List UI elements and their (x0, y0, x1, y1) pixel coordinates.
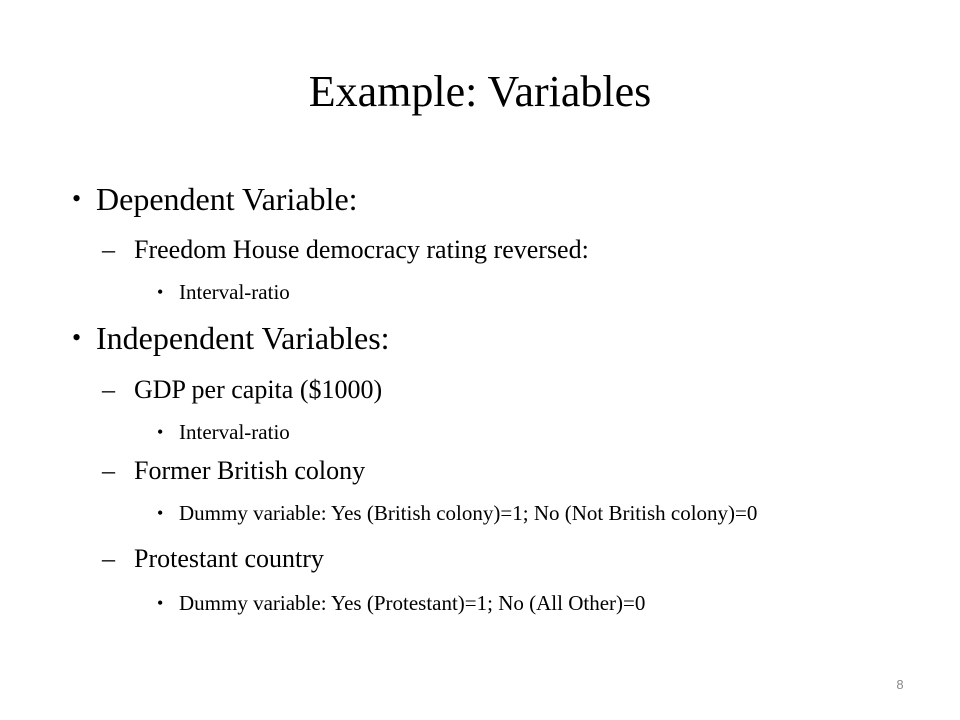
dash-icon: – (102, 544, 115, 573)
dash-icon: – (102, 235, 115, 264)
bullet-item-level1 (72, 319, 390, 357)
dash-icon: – (102, 456, 115, 485)
bullet-text: Dummy variable: Yes (Protestant)=1; No (All Other)=0 (179, 591, 646, 615)
bullet-icon: • (157, 503, 164, 523)
bullet-text: GDP per capita ($1000) (134, 375, 383, 404)
bullet-item-level3 (157, 590, 646, 616)
bullet-item-level2 (102, 455, 366, 487)
bullet-icon: • (157, 593, 164, 613)
bullet-item-level3 (157, 500, 758, 526)
bullet-item-level1 (72, 180, 358, 218)
bullet-item-level2 (102, 543, 324, 575)
bullet-item-level2 (102, 374, 383, 406)
bullet-icon: • (72, 323, 82, 352)
slide-page-number: 8 (896, 677, 904, 692)
bullet-text: Former British colony (134, 456, 366, 485)
bullet-item-level2 (102, 234, 589, 266)
bullet-icon: • (157, 282, 164, 302)
bullet-icon: • (72, 184, 82, 213)
bullet-item-level3 (157, 279, 290, 305)
bullet-text: Dummy variable: Yes (British colony)=1; No (Not British colony)=0 (179, 501, 758, 525)
bullet-text: Protestant country (134, 544, 324, 573)
bullet-item-level3 (157, 419, 290, 445)
bullet-text: Interval-ratio (179, 420, 290, 444)
slide-title: Example: Variables (308, 67, 652, 116)
bullet-icon: • (157, 422, 164, 442)
dash-icon: – (102, 375, 115, 404)
bullet-text: Freedom House democracy rating reversed: (134, 235, 589, 264)
bullet-text: Interval-ratio (179, 280, 290, 304)
bullet-text: Independent Variables: (96, 320, 390, 356)
bullet-text: Dependent Variable: (96, 181, 358, 217)
